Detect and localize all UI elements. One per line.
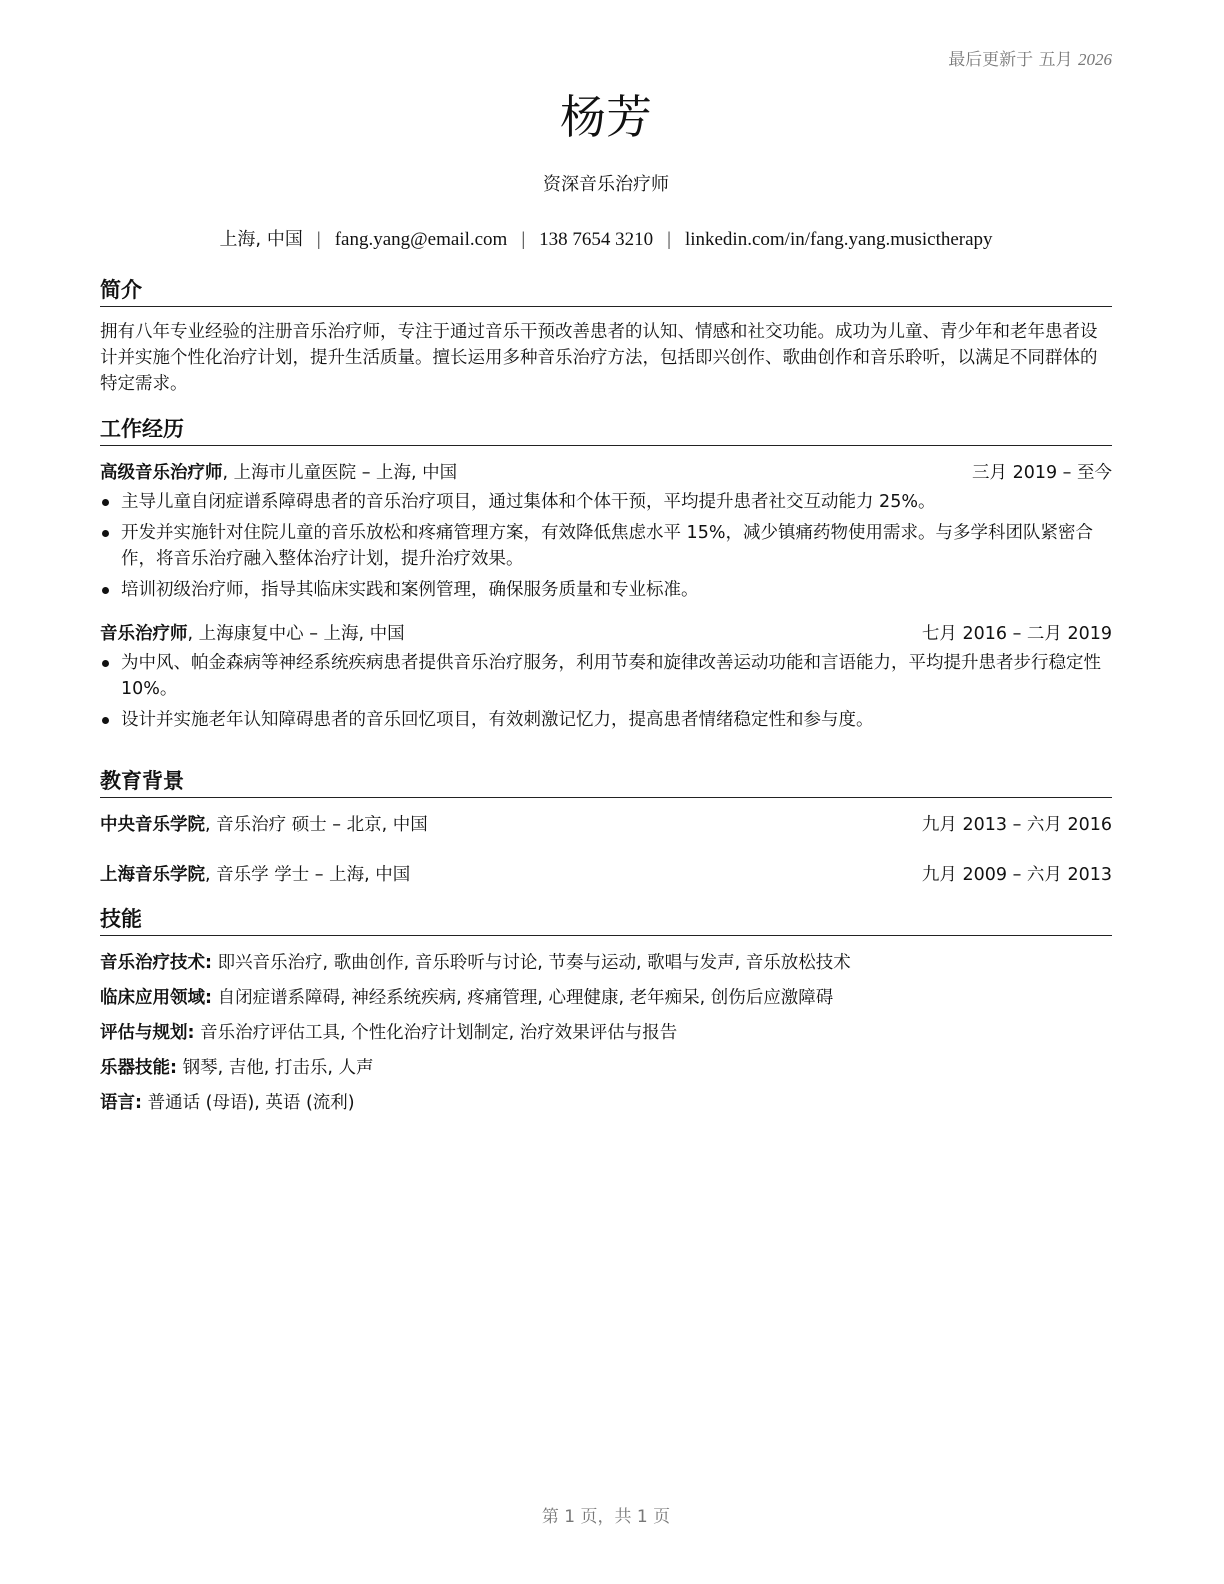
- summary-section: [100, 276, 1112, 397]
- education-entry: [100, 812, 1112, 838]
- skill-value: 即兴音乐治疗, 歌曲创作, 音乐聆听与讨论, 节奏与运动, 歌唱与发声, 音乐放松技术: [212, 953, 851, 973]
- skill-label: 语言:: [100, 1093, 142, 1113]
- summary-text: 拥有八年专业经验的注册音乐治疗师，专注于通过音乐干预改善患者的认知、情感和社交功能。成功为儿童、青少年和老年患者设计并实施个性化治疗计划，提升生活质量。擅长运用多种音乐治疗方法，包括即兴创作、歌曲创作和音乐聆听，以满足不同群体的特定需求。: [100, 322, 1098, 394]
- degree-detail: , 音乐治疗 硕士 – 北京, 中国: [205, 815, 428, 835]
- job-entry: [100, 621, 1112, 733]
- job-bullets: [100, 650, 1112, 733]
- list-item: 开发并实施针对住院儿童的音乐放松和疼痛管理方案，有效降低焦虑水平 15%，减少镇痛药物使用需求。与多学科团队紧密合作，将音乐治疗融入整体治疗计划，提升治疗效果。: [100, 520, 1112, 572]
- last-updated-label: 最后更新于 五月: [948, 50, 1073, 70]
- list-item: 主导儿童自闭症谱系障碍患者的音乐治疗项目，通过集体和个体干预，平均提升患者社交互动能力 25%。: [100, 489, 1112, 515]
- bullet-icon: [102, 660, 109, 667]
- skill-row: [100, 1090, 1112, 1116]
- skill-value: 自闭症谱系障碍, 神经系统疾病, 疼痛管理, 心理健康, 老年痴呆, 创伤后应激障碍: [212, 988, 834, 1008]
- degree-detail: , 音乐学 学士 – 上海, 中国: [205, 865, 411, 885]
- education-dates: 九月 2009 – 六月 2013: [921, 865, 1112, 885]
- skill-row: [100, 1055, 1112, 1081]
- contact-separator: |: [521, 229, 526, 250]
- skill-label: 临床应用领域:: [100, 988, 212, 1008]
- job-role: 音乐治疗师: [100, 624, 188, 644]
- education-section: [100, 767, 1112, 888]
- contact-separator: |: [667, 229, 671, 250]
- list-item: 培训初级治疗师，指导其临床实践和案例管理，确保服务质量和专业标准。: [100, 577, 1112, 603]
- contact-email[interactable]: fang.yang@email.com: [334, 229, 508, 250]
- bullet-icon: [102, 499, 109, 506]
- page-number: 第 1 页，共 1 页: [541, 1507, 671, 1527]
- job-dates: 七月 2016 – 二月 2019: [921, 624, 1112, 644]
- job-role: 高级音乐治疗师: [100, 463, 223, 483]
- list-item: 为中风、帕金森病等神经系统疾病患者提供音乐治疗服务，利用节奏和旋律改善运动功能和言语能力，平均提升患者步行稳定性 10%。: [100, 650, 1112, 702]
- job-dates: 三月 2019 – 至今: [972, 463, 1112, 483]
- skill-row: [100, 985, 1112, 1011]
- skill-value: 钢琴, 吉他, 打击乐, 人声: [177, 1058, 374, 1078]
- contact-phone: 138 7654 3210: [539, 229, 654, 250]
- job-bullets: [100, 489, 1112, 603]
- skill-value: 音乐治疗评估工具, 个性化治疗计划制定, 治疗效果评估与报告: [194, 1023, 678, 1043]
- skill-label: 乐器技能:: [100, 1058, 177, 1078]
- contact-separator: |: [316, 229, 321, 250]
- skills-section: [100, 905, 1112, 1125]
- job-entry: [100, 460, 1112, 603]
- school-name: 上海音乐学院: [100, 865, 205, 885]
- job-header: [100, 460, 1112, 486]
- contact-line: [100, 225, 1112, 251]
- skill-label: 评估与规划:: [100, 1023, 195, 1043]
- bullet-icon: [102, 530, 109, 537]
- contact-linkedin[interactable]: linkedin.com/in/fang.yang.musictherapy: [684, 229, 993, 250]
- bullet-icon: [102, 717, 109, 724]
- bullet-icon: [102, 587, 109, 594]
- job-org: , 上海市儿童医院 – 上海, 中国: [222, 463, 458, 483]
- job-org: , 上海康复中心 – 上海, 中国: [187, 624, 405, 644]
- education-entry: [100, 862, 1112, 888]
- list-item: 设计并实施老年认知障碍患者的音乐回忆项目，有效刺激记忆力，提高患者情绪稳定性和参与度。: [100, 707, 1112, 733]
- last-updated-year: 2026: [1078, 50, 1112, 69]
- skill-label: 音乐治疗技术:: [100, 953, 212, 973]
- section-heading: 工作经历: [100, 415, 1112, 446]
- resume-page: [100, 0, 1112, 1584]
- job-header: [100, 621, 1112, 647]
- section-heading: 教育背景: [100, 767, 1112, 798]
- section-heading: 简介: [100, 276, 1112, 307]
- last-updated: [948, 45, 1112, 70]
- school-name: 中央音乐学院: [100, 815, 205, 835]
- experience-section: [100, 415, 1112, 738]
- skill-value: 普通话 (母语), 英语 (流利): [142, 1093, 355, 1113]
- section-heading: 技能: [100, 905, 1112, 936]
- candidate-name: 杨芳: [560, 90, 652, 144]
- skill-row: [100, 1020, 1112, 1046]
- education-dates: 九月 2013 – 六月 2016: [921, 815, 1112, 835]
- skill-row: [100, 950, 1112, 976]
- candidate-title: 资深音乐治疗师: [543, 174, 669, 195]
- contact-location: 上海, 中国: [219, 229, 303, 250]
